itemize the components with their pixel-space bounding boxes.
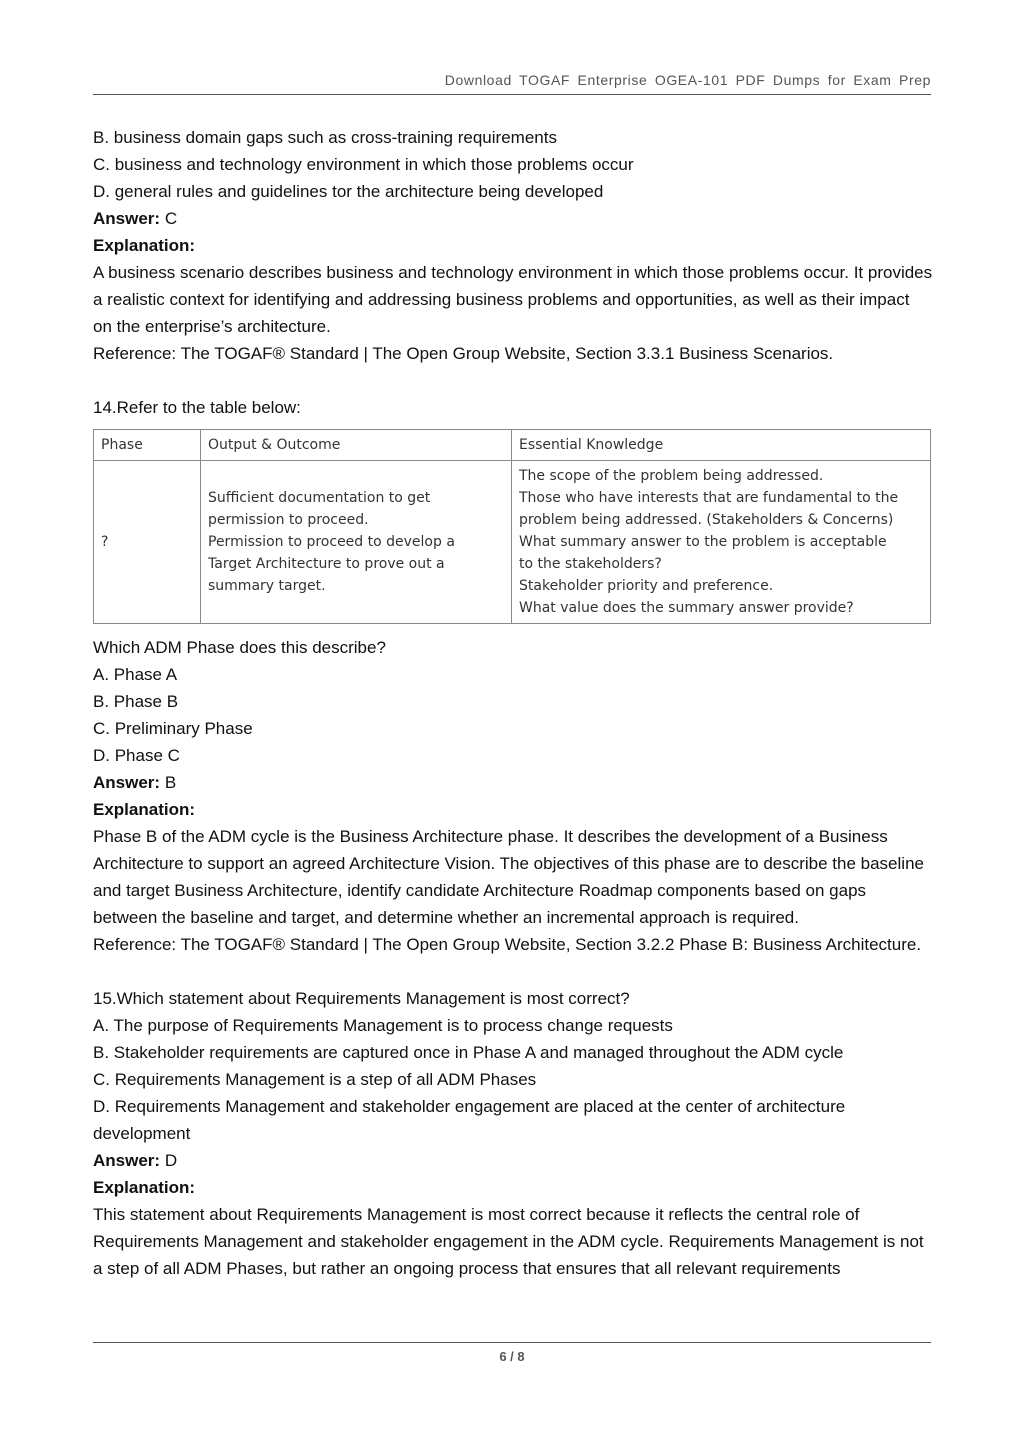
table-cell-output: [201, 461, 512, 624]
q14-option-a: A. Phase A: [93, 665, 178, 684]
table-header-output: Output & Outcome: [201, 430, 512, 461]
q15-option-b: B. Stakeholder requirements are captured once in Phase A and managed throughout the ADM cycle: [93, 1043, 844, 1062]
q15-answer: [93, 1147, 933, 1174]
knowledge-line: What value does the summary answer provide?: [519, 600, 854, 616]
q14-explanation-label: Explanation:: [93, 800, 196, 819]
q13-answer-value: C: [164, 209, 178, 228]
header-title: Download TOGAF Enterprise OGEA-101 PDF Dumps for Exam Prep: [444, 72, 931, 88]
knowledge-line: What summary answer to the problem is acceptable: [519, 534, 887, 550]
table-header-row: [94, 430, 931, 461]
q14-reference: Reference: The TOGAF® Standard | The Open Group Website, Section 3.2.2 Phase B: Business Architecture.: [93, 935, 922, 954]
q15-stem: 15.Which statement about Requirements Management is most correct?: [93, 989, 630, 1008]
q15-option-d: D. Requirements Management and stakeholder engagement are placed at the center of architecture development: [93, 1097, 846, 1143]
output-line: Permission to proceed to develop a: [208, 534, 455, 550]
knowledge-line: Those who have interests that are fundamental to the: [519, 490, 899, 506]
q15-option-a: A. The purpose of Requirements Management is to process change requests: [93, 1016, 673, 1035]
phase-table: [93, 429, 931, 624]
q14-option-d: D. Phase C: [93, 746, 180, 765]
q15-option-c: C. Requirements Management is a step of all ADM Phases: [93, 1070, 537, 1089]
q14-answer-value: B: [164, 773, 177, 792]
table-row: [94, 461, 931, 624]
page-number: 6 / 8: [499, 1349, 525, 1364]
q15-explanation-label: Explanation:: [93, 1178, 196, 1197]
q14-option-c: C. Preliminary Phase: [93, 719, 253, 738]
q13-answer-label: Answer:: [93, 209, 161, 228]
q14-answer: [93, 769, 933, 796]
q13-option-d: D. general rules and guidelines tor the architecture being developed: [93, 182, 604, 201]
table-cell-phase: ?: [94, 461, 201, 624]
table-header-knowledge: Essential Knowledge: [512, 430, 931, 461]
knowledge-line: to the stakeholders?: [519, 556, 662, 572]
q13-reference: Reference: The TOGAF® Standard | The Open Group Website, Section 3.3.1 Business Scenarios.: [93, 344, 834, 363]
page-header: [93, 72, 931, 95]
q13-explanation: A business scenario describes business and technology environment in which those problems occur. It provides a realistic context for identifying and addressing business problems and opportunities, as well as their impact on the enterprise’s architecture.: [93, 263, 933, 336]
page-content: [93, 124, 933, 1282]
table-cell-knowledge: [512, 461, 931, 624]
output-line: Target Architecture to prove out a: [208, 556, 445, 572]
q15-answer-value: D: [164, 1151, 178, 1170]
knowledge-line: Stakeholder priority and preference.: [519, 578, 774, 594]
q13-option-b: B. business domain gaps such as cross-training requirements: [93, 128, 557, 147]
output-line: permission to proceed.: [208, 512, 369, 528]
q14-stem: 14.Refer to the table below:: [93, 398, 301, 417]
q13-explanation-label: Explanation:: [93, 236, 196, 255]
q13-answer: [93, 205, 933, 232]
q15-answer-label: Answer:: [93, 1151, 161, 1170]
q14-answer-label: Answer:: [93, 773, 161, 792]
table-header-phase: Phase: [94, 430, 201, 461]
q14-option-b: B. Phase B: [93, 692, 179, 711]
knowledge-line: The scope of the problem being addressed.: [519, 468, 824, 484]
q14-explanation: Phase B of the ADM cycle is the Business Architecture phase. It describes the development of a Business Architecture to support an agreed Architecture Vision. The objectives of this phase are to describe the baseline and target Business Architecture, identify candidate Architecture Roadmap components based on gaps between the baseline and target, and determine whether an incremental approach is required.: [93, 827, 924, 927]
knowledge-line: problem being addressed. (Stakeholders & Concerns): [519, 512, 894, 528]
q14-question: Which ADM Phase does this describe?: [93, 638, 386, 657]
q13-option-c: C. business and technology environment in which those problems occur: [93, 155, 634, 174]
output-line: summary target.: [208, 578, 326, 594]
q15-explanation: This statement about Requirements Management is most correct because it reflects the central role of Requirements Management and stakeholder engagement in the ADM cycle. Requirements Management is not a step of all ADM Phases, but rather an ongoing process that ensures that all relevant requirements: [93, 1205, 924, 1278]
page-footer: [93, 1342, 931, 1364]
output-line: Sufficient documentation to get: [208, 490, 431, 506]
